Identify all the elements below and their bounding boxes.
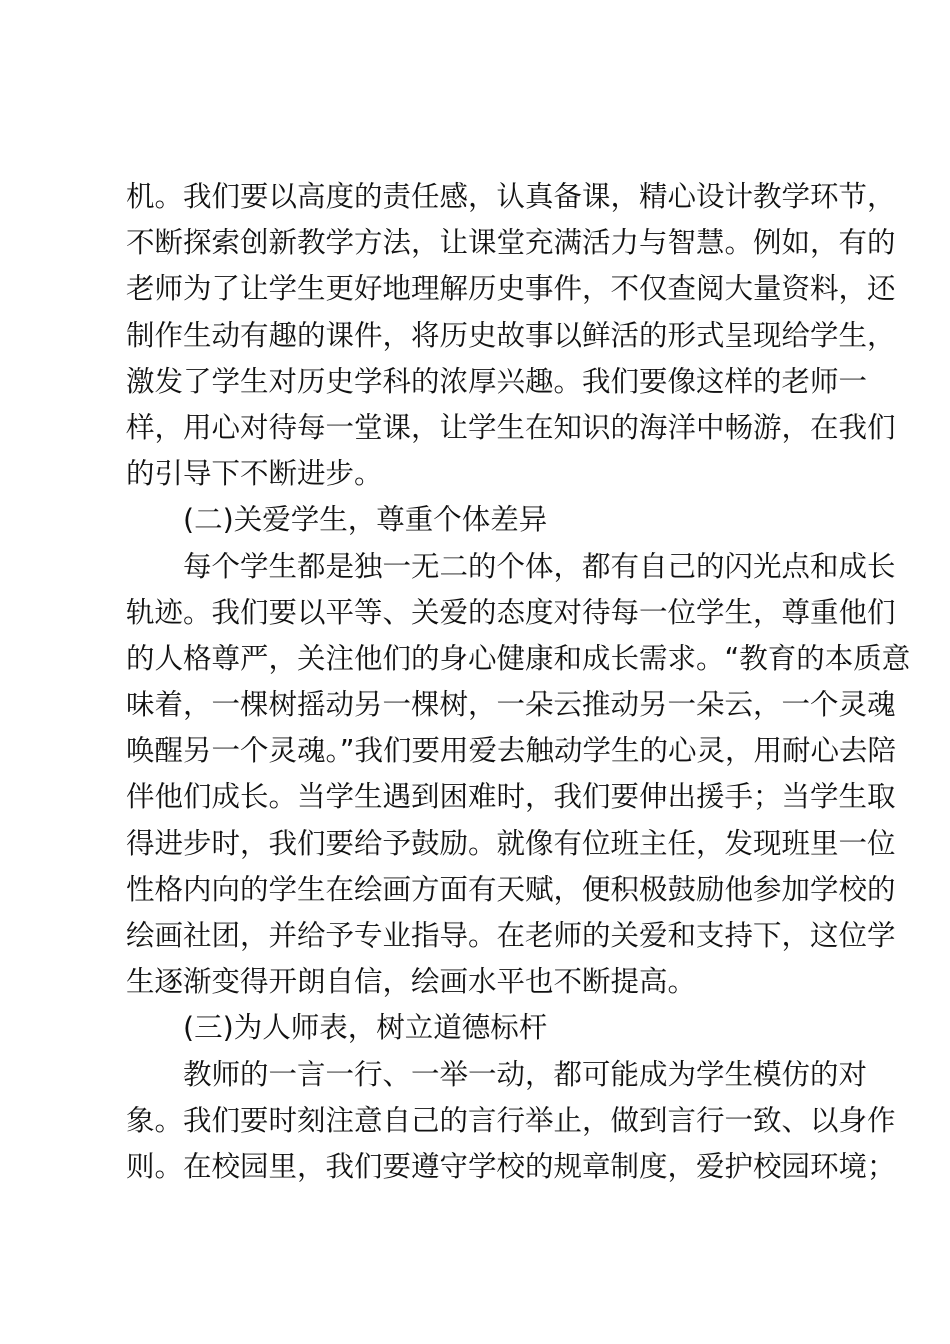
paragraph-line: 教师的一言一行、一举一动，都可能成为学生模仿的对	[183, 1057, 868, 1091]
paragraph-line: 的引导下不断进步。	[126, 457, 383, 491]
paragraph-line: 轨迹。我们要以平等、关爱的态度对待每一位学生，尊重他们	[126, 595, 896, 629]
paragraph-line: 的人格尊严，关注他们的身心健康和成长需求。“教育的本质意	[126, 641, 911, 675]
paragraph-line: 不断探索创新教学方法，让课堂充满活力与智慧。例如，有的	[126, 226, 896, 260]
paragraph-line: 激发了学生对历史学科的浓厚兴趣。我们要像这样的老师一	[126, 364, 868, 398]
paragraph-line: 样，用心对待每一堂课，让学生在知识的海洋中畅游，在我们	[126, 410, 896, 444]
paragraph-line: 每个学生都是独一无二的个体，都有自己的闪光点和成长	[183, 549, 896, 583]
paragraph-2	[126, 544, 911, 1006]
paragraph-line: 得进步时，我们要给予鼓励。就像有位班主任，发现班里一位	[126, 826, 896, 860]
paragraph-line: 伴他们成长。当学生遇到困难时，我们要伸出援手；当学生取	[126, 780, 896, 814]
section-heading-3: (三)为人师表，树立道德标杆	[183, 1011, 548, 1045]
paragraph-line: 制作生动有趣的课件，将历史故事以鲜活的形式呈现给学生，	[126, 318, 896, 352]
paragraph-line: 机。我们要以高度的责任感，认真备课，精心设计教学环节，	[126, 180, 896, 213]
paragraph-line: 老师为了让学生更好地理解历史事件，不仅查阅大量资料，还	[126, 272, 896, 306]
paragraph-line: 绘画社团，并给予专业指导。在老师的关爱和支持下，这位学	[126, 919, 896, 952]
paragraph-line: 象。我们要时刻注意自己的言行举止，做到言行一致、以身作	[126, 1103, 896, 1137]
paragraph-line: 则。在校园里，我们要遵守学校的规章制度，爱护校园环境；	[126, 1149, 896, 1183]
paragraph-line: 味着，一棵树摇动另一棵树，一朵云推动另一朵云，一个灵魂	[126, 688, 896, 722]
paragraph-3	[126, 1052, 896, 1191]
paragraph-1	[126, 174, 896, 497]
paragraph-line: 性格内向的学生在绘画方面有天赋，便积极鼓励他参加学校的	[126, 872, 896, 906]
paragraph-line: 唤醒另一个灵魂。”我们要用爱去触动学生的心灵，用耐心去陪	[126, 734, 897, 768]
section-heading-2: (二)关爱学生，尊重个体差异	[183, 503, 548, 537]
document-body	[126, 174, 911, 1190]
paragraph-line: 生逐渐变得开朗自信，绘画水平也不断提高。	[126, 965, 697, 999]
